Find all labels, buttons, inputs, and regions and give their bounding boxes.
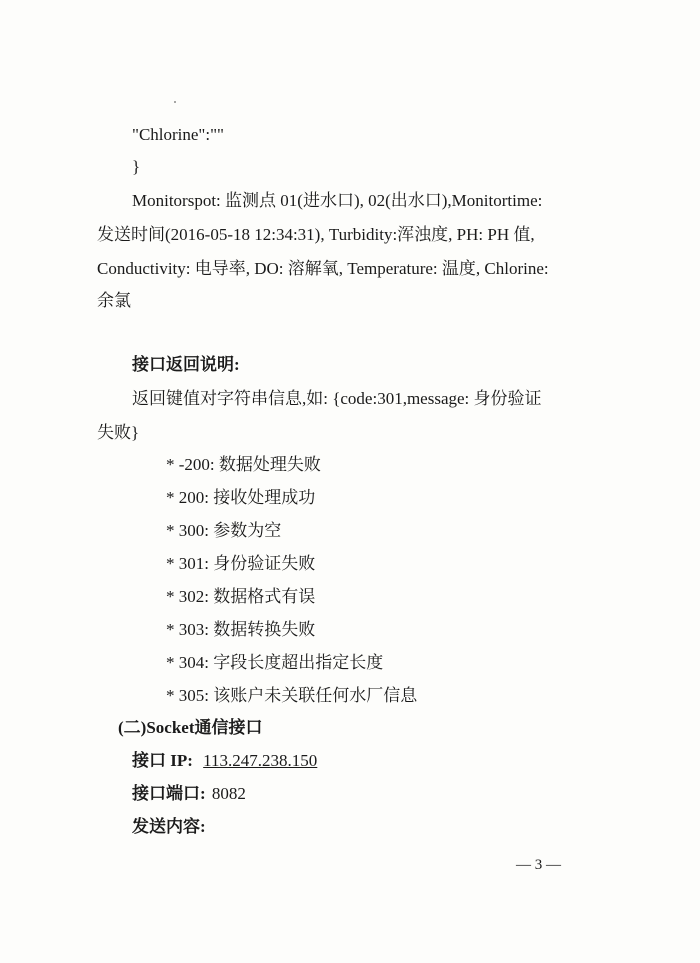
interface-ip-value: 113.247.238.150 [203, 751, 318, 770]
return-description-line-2: 失败} [97, 423, 140, 442]
return-code-item: * 302: 数据格式有误 [166, 587, 316, 606]
interface-port-value: 8082 [211, 784, 246, 803]
return-code-item: * 301: 身份验证失败 [166, 554, 316, 573]
code-close-brace: } [132, 157, 141, 176]
return-code-item: * 200: 接收处理成功 [166, 488, 316, 507]
interface-ip-label: 接口 IP: [132, 751, 193, 770]
interface-port-row [132, 783, 246, 805]
return-code-item: * 304: 字段长度超出指定长度 [166, 653, 384, 672]
field-description-line-4: 余氯 [97, 291, 131, 310]
page-number: — 3 — [516, 857, 561, 873]
return-description-line-1: 返回键值对字符串信息,如: {code:301,message: 身份验证 [132, 389, 542, 408]
send-content-label: 发送内容: [132, 817, 206, 836]
return-code-item: * 300: 参数为空 [166, 521, 282, 540]
return-code-item: * -200: 数据处理失败 [166, 455, 321, 474]
code-chlorine-line: "Chlorine":"" [132, 125, 224, 144]
return-code-item: * 303: 数据转换失败 [166, 620, 316, 639]
return-code-item: * 305: 该账户未关联任何水厂信息 [166, 686, 418, 705]
interface-ip-row [132, 750, 317, 772]
socket-section-heading: (二)Socket通信接口 [118, 718, 263, 737]
return-heading: 接口返回说明: [132, 355, 240, 374]
field-description-line-1: Monitorspot: 监测点 01(进水口), 02(出水口),Monitortime: [132, 191, 543, 210]
field-description-line-2: 发送时间(2016-05-18 12:34:31), Turbidity:浑浊度, PH: PH 值, [97, 225, 535, 244]
interface-port-label: 接口端口: [132, 784, 206, 803]
field-description-line-3: Conductivity: 电导率, DO: 溶解氧, Temperature: 温度, Chlorine: [97, 259, 549, 278]
scan-speck [174, 101, 176, 103]
